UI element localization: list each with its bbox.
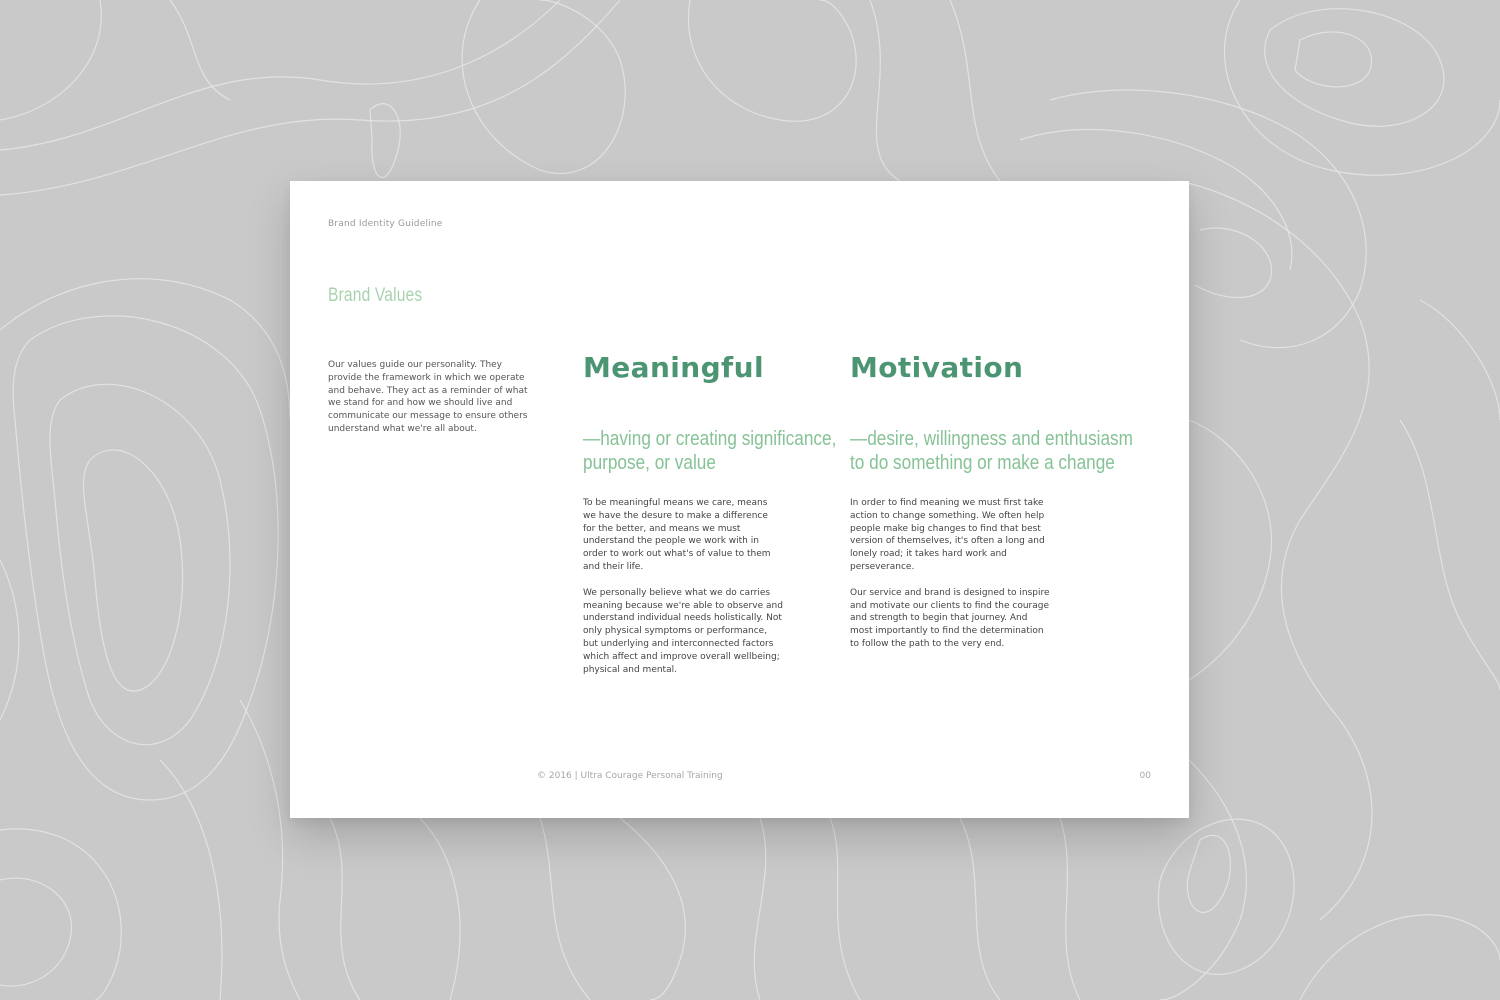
value-paragraph: Our service and brand is designed to inspire and motivate our clients to find the courage and strength to begin that journey. And most importantly to find the determination to follow the path to the very end. (850, 587, 1050, 649)
brand-guideline-page (290, 181, 1189, 818)
footer-copyright: © 2016 | Ultra Courage Personal Training (537, 771, 723, 781)
value-paragraph: To be meaningful means we care, means we have the desure to make a difference for the better, and means we must understand the people we work with in order to work out what's of value to them and their life. (583, 498, 771, 572)
value-column-meaningful (583, 351, 843, 689)
value-paragraph: In order to find meaning we must first take action to change something. We often help people make big changes to find that best version of themselves, it's often a long and lonely road; it takes hard work and perseverance. (850, 498, 1045, 572)
intro-paragraph: Our values guide our personality. They provide the framework in which we operate and behave. They act as a reminder of what we stand for and how we should live and communicate our message to ensure others understand what we're all about. (328, 360, 528, 434)
document-header: Brand Identity Guideline (328, 219, 443, 229)
value-title: Motivation (850, 351, 1024, 384)
value-column-motivation (850, 351, 1150, 664)
value-title: Meaningful (583, 351, 764, 384)
page-number: 00 (1139, 771, 1151, 781)
section-title: Brand Values (328, 285, 423, 306)
value-definition: —having or creating significance, purpose, or value (583, 428, 837, 474)
value-definition: —desire, willingness and enthusiasm to do something or make a change (850, 428, 1133, 474)
value-paragraph: We personally believe what we do carries meaning because we're able to observe and understand individual needs holistically. Not only physical symptoms or performance, but underlying and interconnected factors which affect and improve overall wellbeing; physical and mental. (583, 587, 783, 675)
